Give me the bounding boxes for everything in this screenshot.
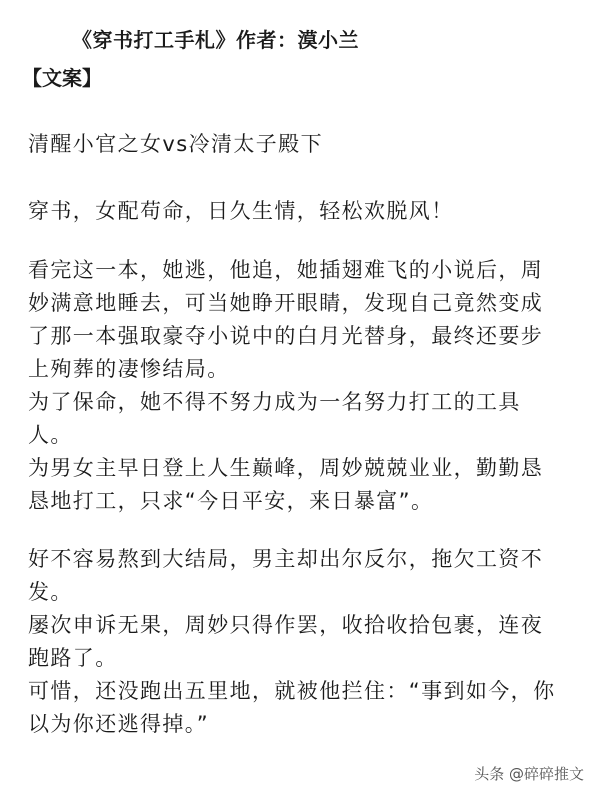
- text-line: 人。: [28, 423, 73, 447]
- text-line: 妙满意地睡去，可当她睁开眼睛，发现自己竟然变成: [28, 291, 544, 315]
- section-label-synopsis: 【文案】: [22, 66, 102, 90]
- text-line: 恳地打工，只求“今日平安，来日暴富”。: [28, 489, 434, 513]
- text-line: 发。: [28, 580, 73, 604]
- book-title: 《穿书打工手札》作者：漠小兰: [72, 28, 359, 52]
- text-line: 可惜，还没跑出五里地，就被他拦住：“事到如今，你: [28, 679, 556, 703]
- text-line: 了那一本强取豪夺小说中的白月光替身，最终还要步: [28, 324, 544, 348]
- text-line: 为男女主早日登上人生巅峰，周妙兢兢业业，勤勤恳: [28, 456, 544, 480]
- text-line: 屡次申诉无果，周妙只得作罢，收拾收拾包裹，连夜: [28, 613, 544, 637]
- watermark: 头条 @碎碎推文: [474, 765, 584, 783]
- text-line: 好不容易熬到大结局，男主却出尔反尔，拖欠工资不: [28, 547, 544, 571]
- text-line: 以为你还逃得掉。”: [28, 712, 209, 736]
- text-line: 看完这一本，她逃，他追，她插翅难飞的小说后，周: [28, 258, 544, 282]
- text-line: 清醒小官之女vs冷清太子殿下: [28, 132, 323, 156]
- text-line: 上殉葬的凄惨结局。: [28, 357, 230, 381]
- text-line: 跑路了。: [28, 646, 118, 670]
- text-line: 为了保命，她不得不努力成为一名努力打工的工具: [28, 390, 521, 414]
- text-line: 穿书，女配苟命，日久生情，轻松欢脱风！: [28, 199, 454, 223]
